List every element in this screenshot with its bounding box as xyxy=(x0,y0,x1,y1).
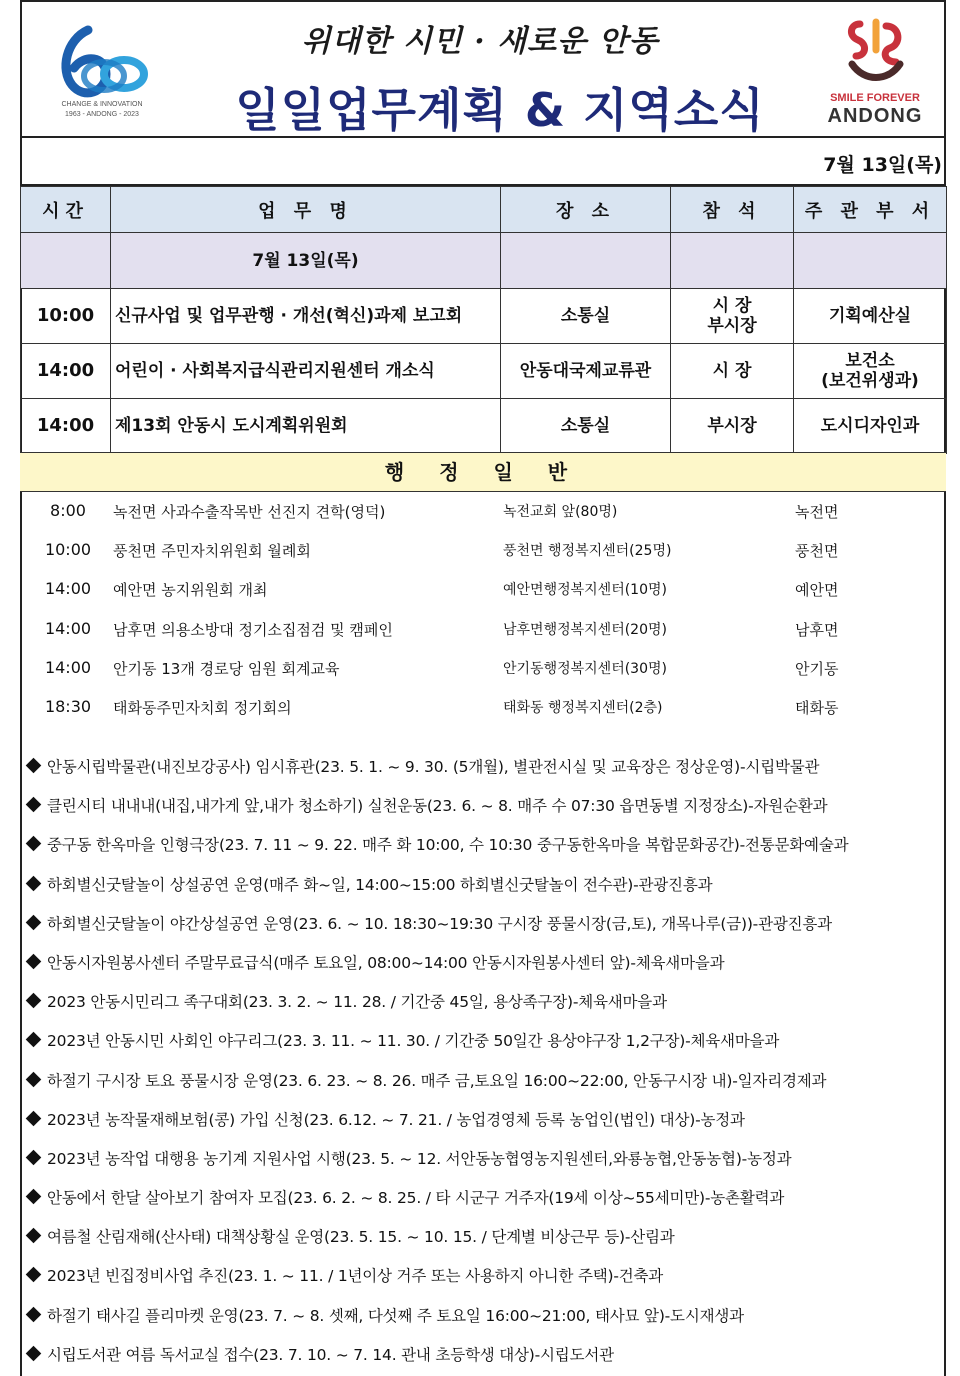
row-attend: 부시장 xyxy=(671,399,794,454)
notice-item: 하절기 구시장 토요 풍물시장 운영(23. 6. 23. ~ 8. 26. 매주 금,토요일 16:00~22:00, 안동구시장 내)-일자리경제과 xyxy=(20,1062,946,1101)
admin-section-title: 행 정 일 반 xyxy=(20,452,946,492)
row-attend: 시 장 부시장 xyxy=(671,289,794,344)
list-item: 14:00 안기동 13개 경로당 임원 회계교육 안기동행정복지센터(30명) 안기동 xyxy=(44,657,839,678)
header-attend: 참 석 xyxy=(671,187,794,233)
diamond-bullet-icon xyxy=(26,1267,42,1283)
diamond-bullet-icon xyxy=(26,1228,42,1244)
diamond-bullet-icon xyxy=(26,797,42,813)
notice-item: 안동시립박물관(내진보강공사) 임시휴관(23. 5. 1. ~ 9. 30. (5개월), 별관전시실 및 교육장은 정상운영)-시립박물관 xyxy=(20,748,946,787)
notice-item: 하회별신굿탈놀이 야간상설공연 운영(23. 6. ~ 10. 18:30~19:30 구시장 풍물시장(금,토), 개목나루(금))-관광진흥과 xyxy=(20,905,946,944)
anniversary-logo-caption: CHANGE & INNOVATION 1963 - ANDONG - 2023 xyxy=(61,101,143,118)
row-time: 14:00 xyxy=(21,399,111,454)
row-dept: 기획예산실 xyxy=(794,289,947,344)
brand-slogan: SMILE FOREVER xyxy=(830,92,920,104)
row-time: 14:00 xyxy=(21,344,111,399)
diamond-bullet-icon xyxy=(26,1110,42,1126)
diamond-bullet-icon xyxy=(26,1306,42,1322)
notice-item: 2023 안동시민리그 족구대회(23. 3. 2. ~ 11. 28. / 기간중 45일, 용상족구장)-체육새마을과 xyxy=(20,983,946,1022)
schedule-date-row xyxy=(21,233,947,289)
slogan: 위대한 시민 · 새로운 안동 xyxy=(301,24,659,59)
notice-list xyxy=(20,748,946,1375)
diamond-bullet-icon xyxy=(26,1071,42,1087)
table-row xyxy=(21,289,947,344)
andong-brand-logo-icon xyxy=(820,10,930,90)
header-dept: 주 관 부 서 xyxy=(794,187,947,233)
diamond-bullet-icon xyxy=(26,1032,42,1048)
page-title: 일일업무계획 & 지역소식 xyxy=(235,83,765,137)
notice-item: 안동시자원봉사센터 주말무료급식(매주 토요일, 08:00~14:00 안동시자원봉사센터 앞)-체육새마을과 xyxy=(20,944,946,983)
row-place: 소통실 xyxy=(501,399,671,454)
notice-item: 여름철 산림재해(산사태) 대책상황실 운영(23. 5. 15. ~ 10. 15. / 단계별 비상근무 등)-산림과 xyxy=(20,1218,946,1257)
notice-item: 2023년 농작업 대행용 농기계 지원사업 시행(23. 5. ~ 12. 서안동농협영농지원센터,와룡농협,안동농협)-농정과 xyxy=(20,1140,946,1179)
diamond-bullet-icon xyxy=(26,1189,42,1205)
schedule-table xyxy=(20,186,947,454)
notice-item: 2023년 안동시민 사회인 야구리그(23. 3. 11. ~ 11. 30. / 기간중 50일간 용상야구장 1,2구장)-체육새마을과 xyxy=(20,1022,946,1061)
row-time: 10:00 xyxy=(21,289,111,344)
list-item: 14:00 남후면 의용소방대 정기소집점검 및 캠페인 남후면행정복지센터(20명) 남후면 xyxy=(44,618,839,639)
report-date: 7월 13일(목) xyxy=(823,154,942,176)
notice-item: 클린시티 내내내(내집,내가게 앞,내가 청소하기) 실천운동(23. 6. ~ 8. 매주 수 07:30 읍면동별 지정장소)-자원순환과 xyxy=(20,787,946,826)
row-attend: 시 장 xyxy=(671,344,794,399)
diamond-bullet-icon xyxy=(26,836,42,852)
diamond-bullet-icon xyxy=(26,993,42,1009)
diamond-bullet-icon xyxy=(26,758,42,774)
diamond-bullet-icon xyxy=(26,1150,42,1166)
row-dept: 보건소 (보건위생과) xyxy=(794,344,947,399)
row-place: 안동대국제교류관 xyxy=(501,344,671,399)
row-task: 제13회 안동시 도시계획위원회 xyxy=(111,399,501,454)
header-banner xyxy=(20,0,946,138)
notice-item: 하절기 태사길 플리마켓 운영(23. 7. ~ 8. 셋째, 다섯째 주 토요일 16:00~21:00, 태사묘 앞)-도시재생과 xyxy=(20,1297,946,1336)
table-row xyxy=(21,399,947,454)
header-place: 장 소 xyxy=(501,187,671,233)
notice-item: 중구동 한옥마을 인형극장(23. 7. 11 ~ 9. 22. 매주 화 10:00, 수 10:30 중구동한옥마을 복합문화공간)-전통문화예술과 xyxy=(20,826,946,865)
brand-wordmark: ANDONG xyxy=(827,105,923,127)
diamond-bullet-icon xyxy=(26,914,42,930)
diamond-bullet-icon xyxy=(26,875,42,891)
admin-list xyxy=(20,492,946,727)
schedule-header-row xyxy=(21,187,947,233)
table-row xyxy=(21,344,947,399)
list-item: 8:00 녹전면 사과수출작목반 선진지 견학(영덕) 녹전교회 앞(80명) 녹전면 xyxy=(50,501,839,521)
notice-item: 안동에서 한달 살아보기 참여자 모집(23. 6. 2. ~ 8. 25. / 타 시군구 거주자(19세 이상~55세미만)-농촌활력과 xyxy=(20,1179,946,1218)
header-task: 업 무 명 xyxy=(111,187,501,233)
row-task: 어린이 · 사회복지급식관리지원센터 개소식 xyxy=(111,344,501,399)
row-dept: 도시디자인과 xyxy=(794,399,947,454)
list-item: 14:00 예안면 농지위원회 개최 예안면행정복지센터(10명) 예안면 xyxy=(44,579,839,600)
notice-item: 시립도서관 여름 독서교실 접수(23. 7. 10. ~ 7. 14. 관내 초등학생 대상)-시립도서관 xyxy=(20,1336,946,1375)
notice-item: 2023년 농작물재해보험(콩) 가입 신청(23. 6.12. ~ 7. 21. / 농업경영체 등록 농업인(법인) 대상)-농정과 xyxy=(20,1101,946,1140)
diamond-bullet-icon xyxy=(26,954,42,970)
report-date-line xyxy=(20,138,946,186)
header-time: 시간 xyxy=(21,187,111,233)
diamond-bullet-icon xyxy=(26,1346,42,1362)
row-task: 신규사업 및 업무관행 · 개선(혁신)과제 보고회 xyxy=(111,289,501,344)
notice-item: 2023년 빈집정비사업 추진(23. 1. ~ 11. / 1년이상 거주 또는 사용하지 아니한 주택)-건축과 xyxy=(20,1257,946,1296)
list-item: 10:00 풍천면 주민자치위원회 월례회 풍천면 행정복지센터(25명) 풍천면 xyxy=(44,540,839,561)
row-place: 소통실 xyxy=(501,289,671,344)
schedule-date: 7월 13일(목) xyxy=(111,233,501,289)
list-item: 18:30 태화동주민자치회 정기회의 태화동 행정복지센터(2층) 태화동 xyxy=(44,696,839,717)
notice-item: 하회별신굿탈놀이 상설공연 운영(매주 화~일, 14:00~15:00 하회별신굿탈놀이 전수관)-관광진흥과 xyxy=(20,866,946,905)
